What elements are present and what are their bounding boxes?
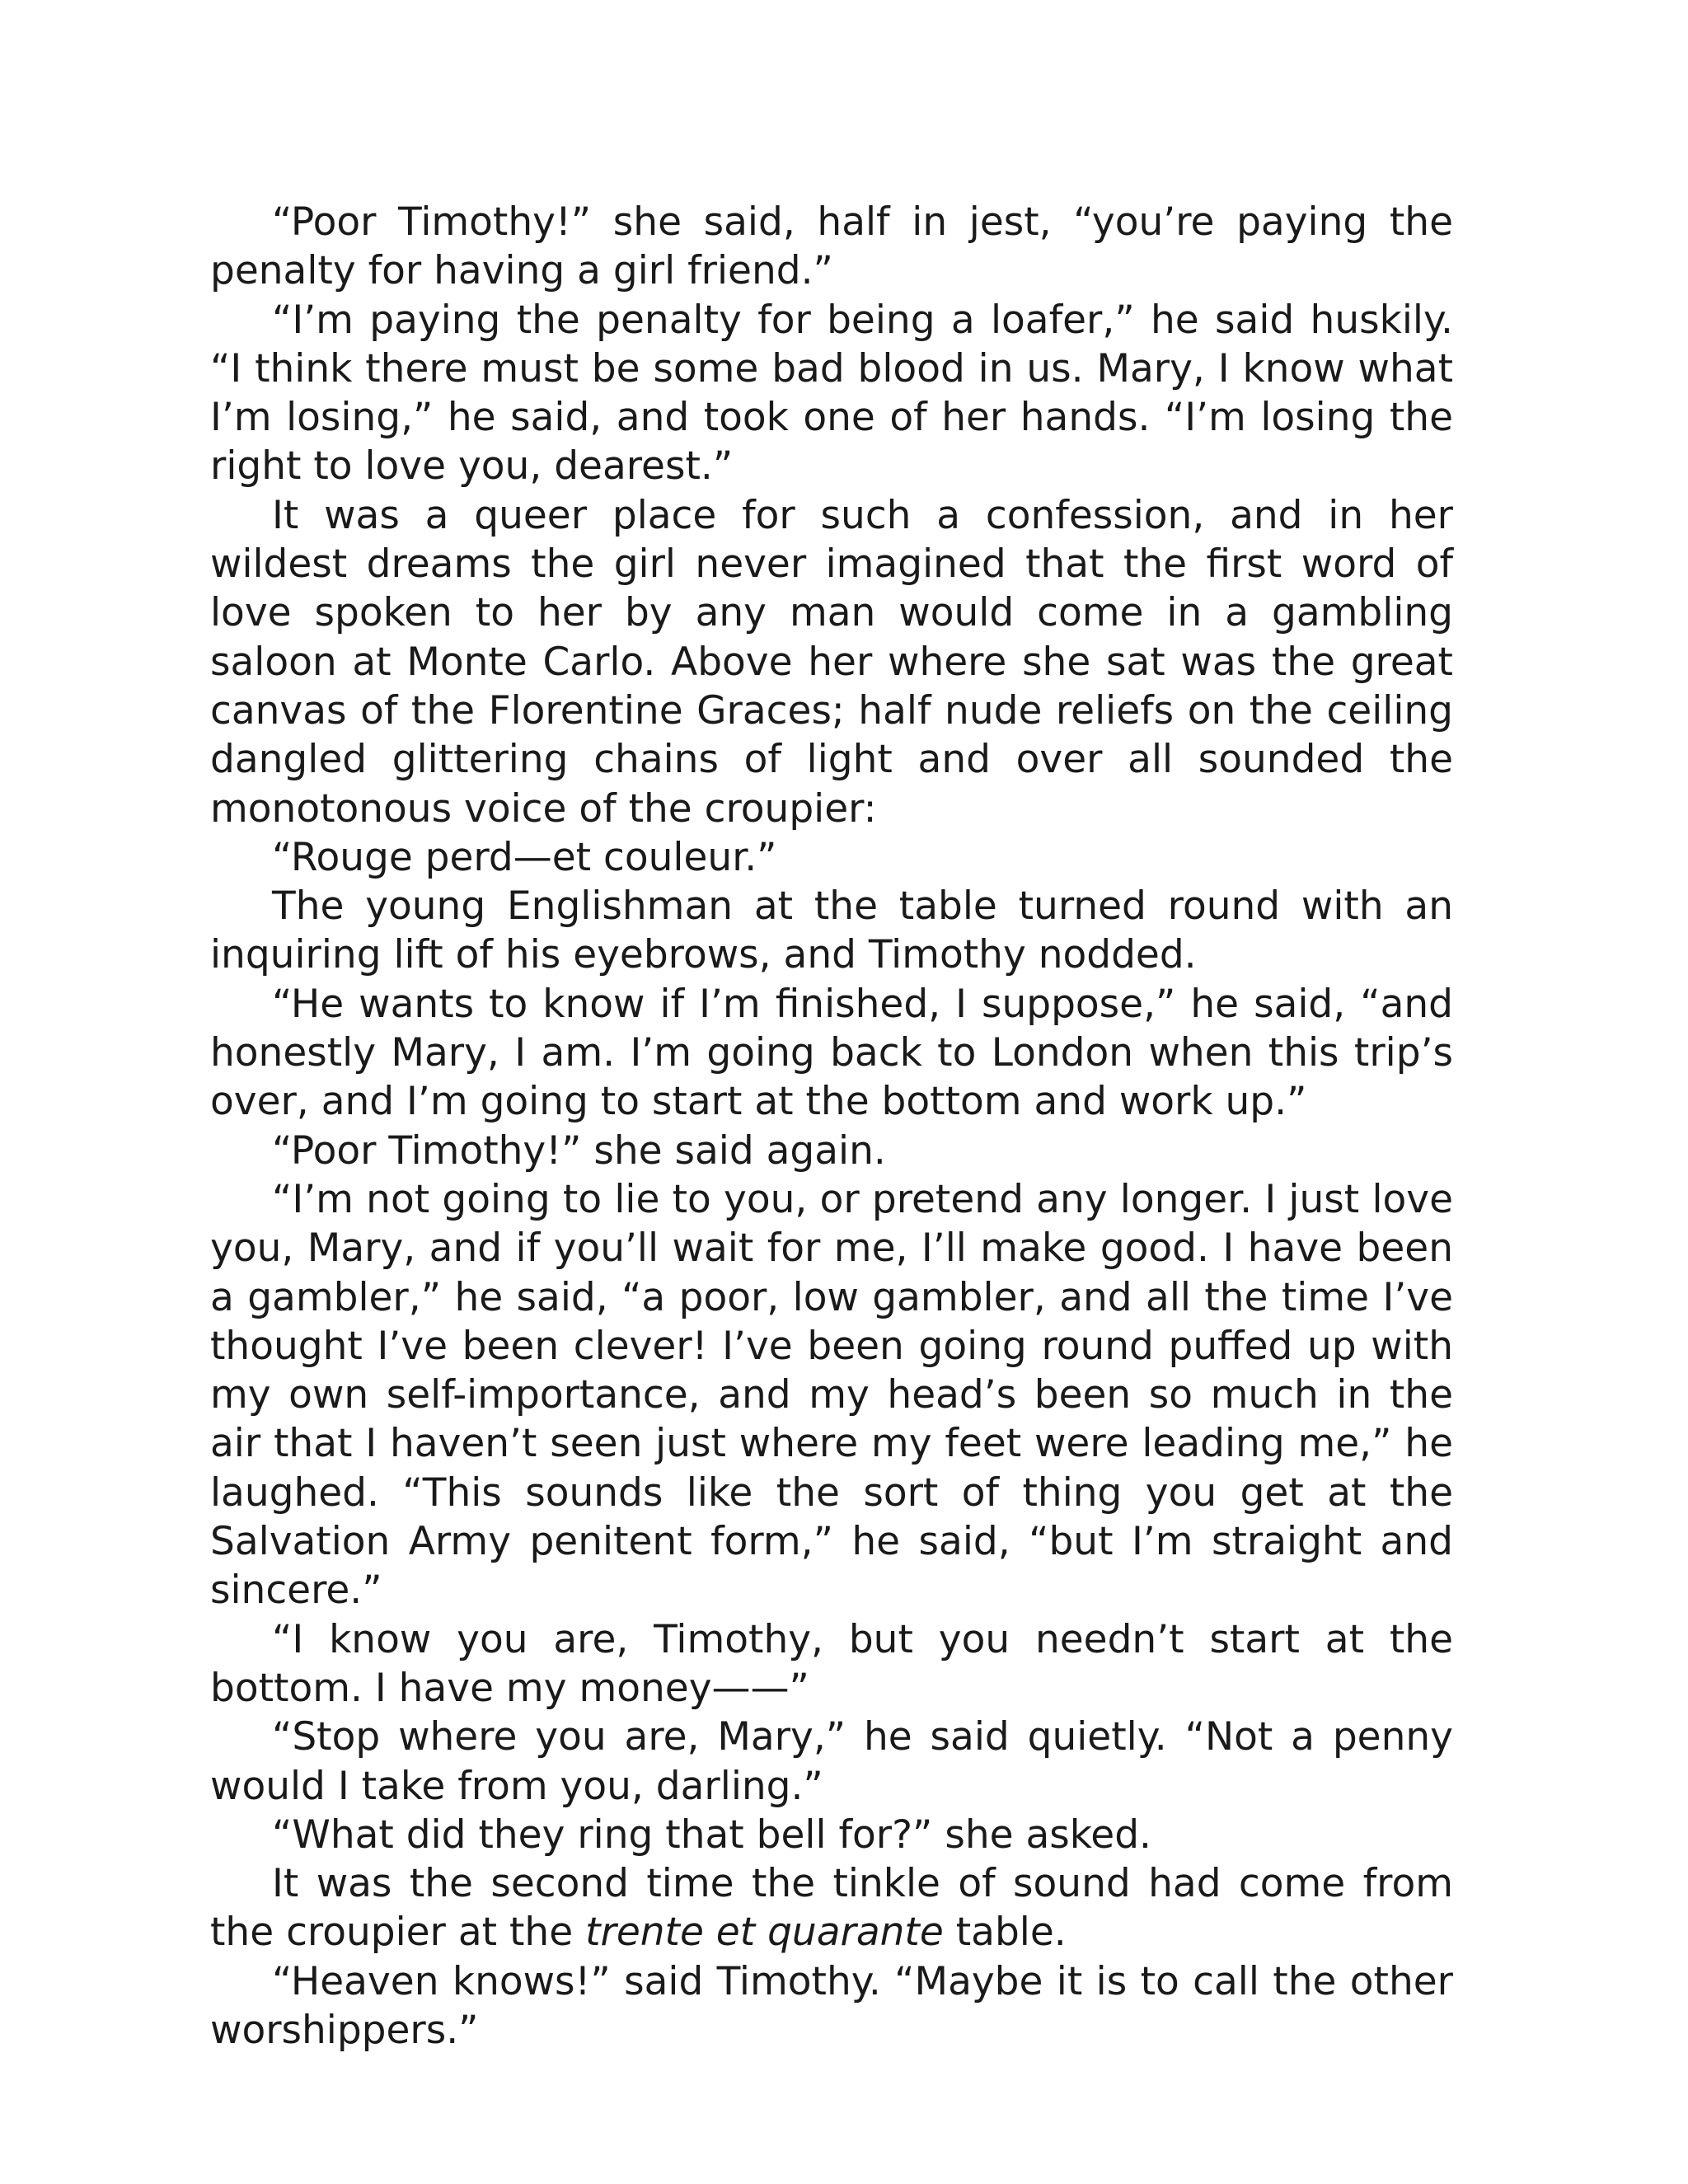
- paragraph-text: table.: [943, 1910, 1067, 1956]
- paragraph-text: “I know you are, Timothy, but you needn’t start at the bottom. I have my money——”: [210, 1616, 1453, 1711]
- paragraph-2: [210, 296, 1453, 491]
- paragraph-text: “Heaven knows!” said Timothy. “Maybe it is to call the other worshippers.”: [210, 1958, 1453, 2053]
- paragraph-10: [210, 1713, 1453, 1811]
- paragraph-6: [210, 980, 1453, 1127]
- paragraph-text: “I’m paying the penalty for being a loafer,” he said huskily. “I think there must be some bad blood in us. Mary, I know what I’m losing,” he said, and took one of her hands. “I’m losing the right to love you, dearest.”: [210, 297, 1453, 490]
- paragraph-text: “What did they ring that bell for?” she asked.: [272, 1811, 1151, 1858]
- paragraph-9: [210, 1615, 1453, 1713]
- paragraph-text: The young Englishman at the table turned round with an inquiring lift of his eyebrows, and Timothy nodded.: [210, 883, 1453, 978]
- paragraph-3: [210, 491, 1453, 833]
- paragraph-text: “I’m not going to lie to you, or pretend any longer. I just love you, Mary, and if you’ll wait for me, I’ll make good. I have been a gambler,” he said, “a poor, low gambler, and all the time I’ve thought I’ve been clever! I’ve been going round puffed up with my own self-importance, and my head’s been so much in the air that I haven’t seen just where my feet were leading me,” he laughed. “This sounds like the sort of thing you get at the Salvation Army penitent form,” he said, “but I’m straight and sincere.”: [210, 1176, 1453, 1614]
- paragraph-text: “Poor Timothy!” she said, half in jest, “you’re paying the penalty for having a girl friend.”: [210, 199, 1453, 294]
- italic-phrase: trente et quarante: [585, 1910, 944, 1956]
- paragraph-text: “He wants to know if I’m finished, I suppose,” he said, “and honestly Mary, I am. I’m going back to London when this trip’s over, and I’m going to start at the bottom and work up.”: [210, 981, 1453, 1125]
- paragraph-text: It was the second time the tinkle of sound had come from the croupier at the: [210, 1861, 1453, 1956]
- paragraph-1: [210, 198, 1453, 296]
- book-page: [210, 198, 1453, 2055]
- paragraph-13: [210, 1957, 1453, 2055]
- paragraph-11: [210, 1811, 1453, 1859]
- paragraph-12: [210, 1859, 1453, 1957]
- paragraph-8: [210, 1175, 1453, 1615]
- paragraph-text: “Poor Timothy!” she said again.: [272, 1127, 886, 1174]
- paragraph-text: “Stop where you are, Mary,” he said quietly. “Not a penny would I take from you, darling.”: [210, 1714, 1453, 1809]
- paragraph-4: [210, 833, 1453, 882]
- paragraph-text: “Rouge perd—et couleur.”: [272, 834, 777, 880]
- paragraph-text: It was a queer place for such a confession, and in her wildest dreams the girl never imagined that the first word of love spoken to her by any man would come in a gambling saloon at Monte Carlo. Above her where she sat was the great canvas of the Florentine Graces; half nude reliefs on the ceiling dangled glittering chains of light and over all sounded the monotonous voice of the croupier:: [210, 492, 1453, 832]
- paragraph-7: [210, 1127, 1453, 1175]
- paragraph-5: [210, 882, 1453, 980]
